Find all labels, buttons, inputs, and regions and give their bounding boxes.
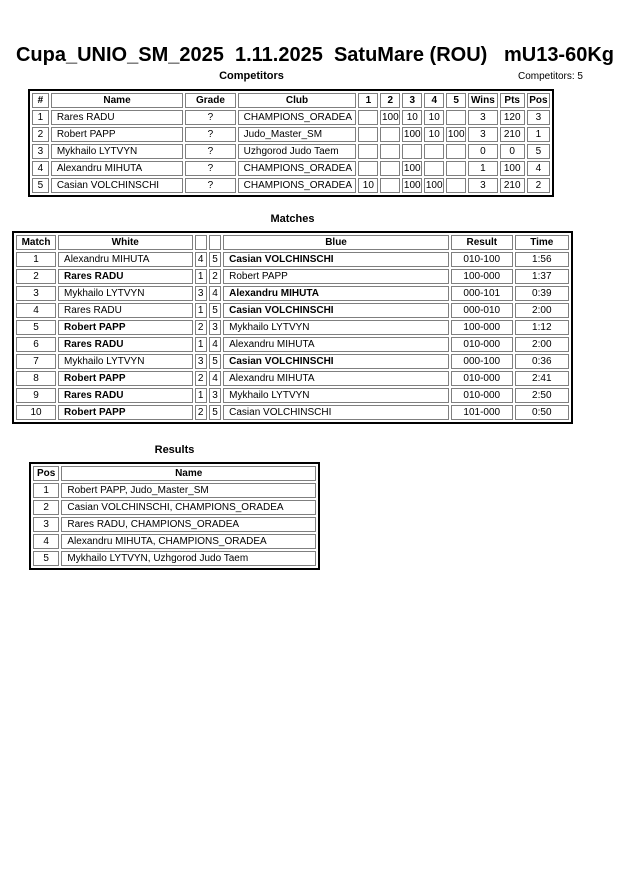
white-number-cell: 2 <box>195 371 207 386</box>
competitor-score-3-cell: 100 <box>403 129 421 140</box>
white-number-cell: 3 <box>195 354 207 369</box>
match-row <box>16 303 569 318</box>
matches-col-time: Time <box>515 235 569 250</box>
competitor-name-cell: Alexandru MIHUTA <box>51 161 183 176</box>
matches-col-blue-num <box>209 235 221 250</box>
competitors-section-title: Competitors <box>219 70 284 82</box>
match-number-cell: 2 <box>16 269 56 284</box>
match-time-cell: 2:50 <box>515 388 569 403</box>
blue-name-cell: Alexandru MIHUTA <box>223 337 449 352</box>
competitors-col-4: 4 <box>424 93 444 108</box>
white-number-cell: 1 <box>195 388 207 403</box>
competitor-score-5-cell: 100 <box>447 129 465 140</box>
match-result-cell: 000-101 <box>451 286 513 301</box>
competitor-pos-cell: 1 <box>527 127 550 142</box>
competitor-club-cell: CHAMPIONS_ORADEA <box>238 110 357 125</box>
competitor-name-cell: Rares RADU <box>51 110 183 125</box>
blue-name-cell: Casian VOLCHINSCHI <box>223 252 449 267</box>
result-name-cell: Rares RADU, CHAMPIONS_ORADEA <box>61 517 316 532</box>
match-result-cell: 010-100 <box>451 252 513 267</box>
match-number-cell: 5 <box>16 320 56 335</box>
competitor-score-1-cell <box>358 110 378 125</box>
competitor-pts-cell: 120 <box>500 110 525 125</box>
match-time-cell: 2:00 <box>515 337 569 352</box>
match-row <box>16 388 569 403</box>
blue-number-cell: 5 <box>209 405 221 420</box>
competitor-pts-cell: 210 <box>500 178 525 193</box>
competitor-score-1-cell <box>358 127 378 142</box>
competitor-name-cell: Casian VOLCHINSCHI <box>51 178 183 193</box>
competitor-pos-cell: 4 <box>527 161 550 176</box>
matches-col-white-num <box>195 235 207 250</box>
matches-section-title: Matches <box>270 213 315 225</box>
competitor-pos-cell: 5 <box>527 144 550 159</box>
match-number-cell: 8 <box>16 371 56 386</box>
competitor-score-2-cell: 100 <box>381 112 399 123</box>
match-number-cell: 4 <box>16 303 56 318</box>
competitor-number-cell: 3 <box>32 144 49 159</box>
blue-number-cell: 4 <box>209 286 221 301</box>
match-result-cell: 100-000 <box>451 269 513 284</box>
competitor-score-3-cell: 10 <box>402 110 422 125</box>
white-name-cell: Rares RADU <box>58 337 192 352</box>
competitor-score-4-cell <box>424 161 444 176</box>
competitor-score-2-cell <box>380 178 400 193</box>
result-row <box>33 500 316 515</box>
blue-number-cell: 5 <box>209 303 221 318</box>
white-number-cell: 2 <box>195 405 207 420</box>
competitor-score-3-cell <box>402 144 422 159</box>
results-col-pos: Pos <box>33 466 59 481</box>
competitor-wins-cell: 3 <box>468 178 497 193</box>
competitor-number-cell: 4 <box>32 161 49 176</box>
competitor-grade-cell: ? <box>185 127 235 142</box>
competitors-col-2: 2 <box>380 93 400 108</box>
competitor-score-5-cell <box>446 144 466 159</box>
match-number-cell: 9 <box>16 388 56 403</box>
result-pos-cell: 3 <box>33 517 59 532</box>
competitor-score-1-cell: 10 <box>358 178 378 193</box>
competitor-score-4-cell <box>424 144 444 159</box>
white-name-cell: Mykhailo LYTVYN <box>58 286 192 301</box>
white-name-cell: Alexandru MIHUTA <box>58 252 192 267</box>
results-header-row <box>33 466 316 481</box>
match-row <box>16 371 569 386</box>
blue-number-cell: 3 <box>209 320 221 335</box>
competitors-col-5: 5 <box>446 93 466 108</box>
result-name-cell: Robert PAPP, Judo_Master_SM <box>61 483 316 498</box>
competitors-col-grade: Grade <box>185 93 235 108</box>
blue-name-cell: Alexandru MIHUTA <box>223 371 449 386</box>
results-col-name: Name <box>61 466 316 481</box>
white-name-cell: Rares RADU <box>58 269 192 284</box>
match-row <box>16 320 569 335</box>
match-time-cell: 0:39 <box>515 286 569 301</box>
white-name-cell: Robert PAPP <box>58 371 192 386</box>
match-number-cell: 10 <box>16 405 56 420</box>
competitor-grade-cell: ? <box>185 178 235 193</box>
competitor-pts-cell: 100 <box>500 161 525 176</box>
match-result-cell: 010-000 <box>451 371 513 386</box>
matches-col-result: Result <box>451 235 513 250</box>
match-result-cell: 100-000 <box>451 320 513 335</box>
match-number-cell: 1 <box>16 252 56 267</box>
white-name-cell: Rares RADU <box>58 388 192 403</box>
competitor-score-2-cell <box>380 161 400 176</box>
competitor-score-1-cell <box>358 161 378 176</box>
match-result-cell: 010-000 <box>451 337 513 352</box>
competitor-name-cell: Robert PAPP <box>51 127 183 142</box>
competitor-score-3-cell: 100 <box>403 180 421 191</box>
match-result-cell: 000-100 <box>451 354 513 369</box>
result-row <box>33 517 316 532</box>
match-number-cell: 3 <box>16 286 56 301</box>
white-number-cell: 1 <box>195 337 207 352</box>
matches-col-white: White <box>58 235 192 250</box>
white-number-cell: 3 <box>195 286 207 301</box>
competitor-wins-cell: 3 <box>468 110 497 125</box>
result-pos-cell: 2 <box>33 500 59 515</box>
competitor-number-cell: 5 <box>32 178 49 193</box>
competitor-number-cell: 1 <box>32 110 49 125</box>
competitor-score-3-cell: 100 <box>403 163 421 174</box>
competitor-name-cell: Mykhailo LYTVYN <box>51 144 183 159</box>
competitors-col-pts: Pts <box>500 93 525 108</box>
white-name-cell: Mykhailo LYTVYN <box>58 354 192 369</box>
matches-header-row <box>16 235 569 250</box>
match-row <box>16 405 569 420</box>
match-time-cell: 1:37 <box>515 269 569 284</box>
competitor-pts-cell: 210 <box>500 127 525 142</box>
blue-name-cell: Robert PAPP <box>223 269 449 284</box>
blue-number-cell: 3 <box>209 388 221 403</box>
competitor-row <box>32 161 550 176</box>
competitors-col-name: Name <box>51 93 183 108</box>
result-pos-cell: 5 <box>33 551 59 566</box>
match-result-cell: 010-000 <box>451 388 513 403</box>
competitor-score-5-cell <box>446 178 466 193</box>
matches-table <box>12 231 573 424</box>
match-row <box>16 252 569 267</box>
blue-number-cell: 4 <box>209 337 221 352</box>
match-row <box>16 286 569 301</box>
competitor-score-4-cell: 10 <box>424 127 444 142</box>
match-time-cell: 2:00 <box>515 303 569 318</box>
competitor-club-cell: Judo_Master_SM <box>238 127 357 142</box>
competitor-row <box>32 178 550 193</box>
competitors-header-row <box>32 93 550 108</box>
match-time-cell: 0:50 <box>515 405 569 420</box>
result-row <box>33 483 316 498</box>
result-pos-cell: 1 <box>33 483 59 498</box>
white-number-cell: 2 <box>195 320 207 335</box>
blue-number-cell: 2 <box>209 269 221 284</box>
competitor-pts-cell: 0 <box>500 144 525 159</box>
competitors-table <box>28 89 554 197</box>
match-number-cell: 6 <box>16 337 56 352</box>
blue-name-cell: Mykhailo LYTVYN <box>223 320 449 335</box>
match-row <box>16 354 569 369</box>
competitor-number-cell: 2 <box>32 127 49 142</box>
result-name-cell: Alexandru MIHUTA, CHAMPIONS_ORADEA <box>61 534 316 549</box>
white-name-cell: Robert PAPP <box>58 320 192 335</box>
competitors-col-1: 1 <box>358 93 378 108</box>
competitors-col-wins: Wins <box>468 93 497 108</box>
competitor-row <box>32 127 550 142</box>
competitors-col-pos: Pos <box>527 93 550 108</box>
blue-number-cell: 5 <box>209 354 221 369</box>
result-name-cell: Mykhailo LYTVYN, Uzhgorod Judo Taem <box>61 551 316 566</box>
match-number-cell: 7 <box>16 354 56 369</box>
white-number-cell: 4 <box>195 252 207 267</box>
page-title: Cupa_UNIO_SM_2025 1.11.2025 SatuMare (ROU) mU13-60Kg <box>15 44 615 66</box>
competitor-grade-cell: ? <box>185 110 235 125</box>
competitor-score-4-cell: 100 <box>425 180 443 191</box>
matches-col-match: Match <box>16 235 56 250</box>
competitor-pos-cell: 2 <box>527 178 550 193</box>
competitors-count: Competitors: 5 <box>517 71 583 82</box>
result-row <box>33 551 316 566</box>
match-result-cell: 000-010 <box>451 303 513 318</box>
white-name-cell: Rares RADU <box>58 303 192 318</box>
blue-number-cell: 4 <box>209 371 221 386</box>
blue-name-cell: Casian VOLCHINSCHI <box>223 354 449 369</box>
white-number-cell: 1 <box>195 269 207 284</box>
matches-col-blue: Blue <box>223 235 449 250</box>
blue-number-cell: 5 <box>209 252 221 267</box>
competitor-score-2-cell <box>380 144 400 159</box>
competitor-row <box>32 144 550 159</box>
competitor-wins-cell: 1 <box>468 161 497 176</box>
competitor-score-5-cell <box>446 161 466 176</box>
competitors-col-3: 3 <box>402 93 422 108</box>
competitor-wins-cell: 0 <box>468 144 497 159</box>
competitors-col-num: # <box>32 93 49 108</box>
competitor-score-4-cell: 10 <box>424 110 444 125</box>
competitor-club-cell: CHAMPIONS_ORADEA <box>238 161 357 176</box>
competitor-row <box>32 110 550 125</box>
match-time-cell: 0:36 <box>515 354 569 369</box>
result-pos-cell: 4 <box>33 534 59 549</box>
result-row <box>33 534 316 549</box>
white-number-cell: 1 <box>195 303 207 318</box>
competitor-wins-cell: 3 <box>468 127 497 142</box>
match-row <box>16 269 569 284</box>
competitors-col-club: Club <box>238 93 357 108</box>
competitor-score-1-cell <box>358 144 378 159</box>
blue-name-cell: Casian VOLCHINSCHI <box>223 303 449 318</box>
white-name-cell: Robert PAPP <box>58 405 192 420</box>
blue-name-cell: Casian VOLCHINSCHI <box>223 405 449 420</box>
match-result-cell: 101-000 <box>451 405 513 420</box>
match-row <box>16 337 569 352</box>
match-time-cell: 1:12 <box>515 320 569 335</box>
competitor-score-2-cell <box>380 127 400 142</box>
competitor-grade-cell: ? <box>185 144 235 159</box>
competitor-club-cell: CHAMPIONS_ORADEA <box>238 178 357 193</box>
competitor-pos-cell: 3 <box>527 110 550 125</box>
competitor-grade-cell: ? <box>185 161 235 176</box>
match-time-cell: 1:56 <box>515 252 569 267</box>
blue-name-cell: Mykhailo LYTVYN <box>223 388 449 403</box>
match-time-cell: 2:41 <box>515 371 569 386</box>
results-section-title: Results <box>154 444 195 456</box>
competitor-score-5-cell <box>446 110 466 125</box>
blue-name-cell: Alexandru MIHUTA <box>223 286 449 301</box>
result-name-cell: Casian VOLCHINSCHI, CHAMPIONS_ORADEA <box>61 500 316 515</box>
competitor-club-cell: Uzhgorod Judo Taem <box>238 144 357 159</box>
results-table <box>29 462 320 570</box>
